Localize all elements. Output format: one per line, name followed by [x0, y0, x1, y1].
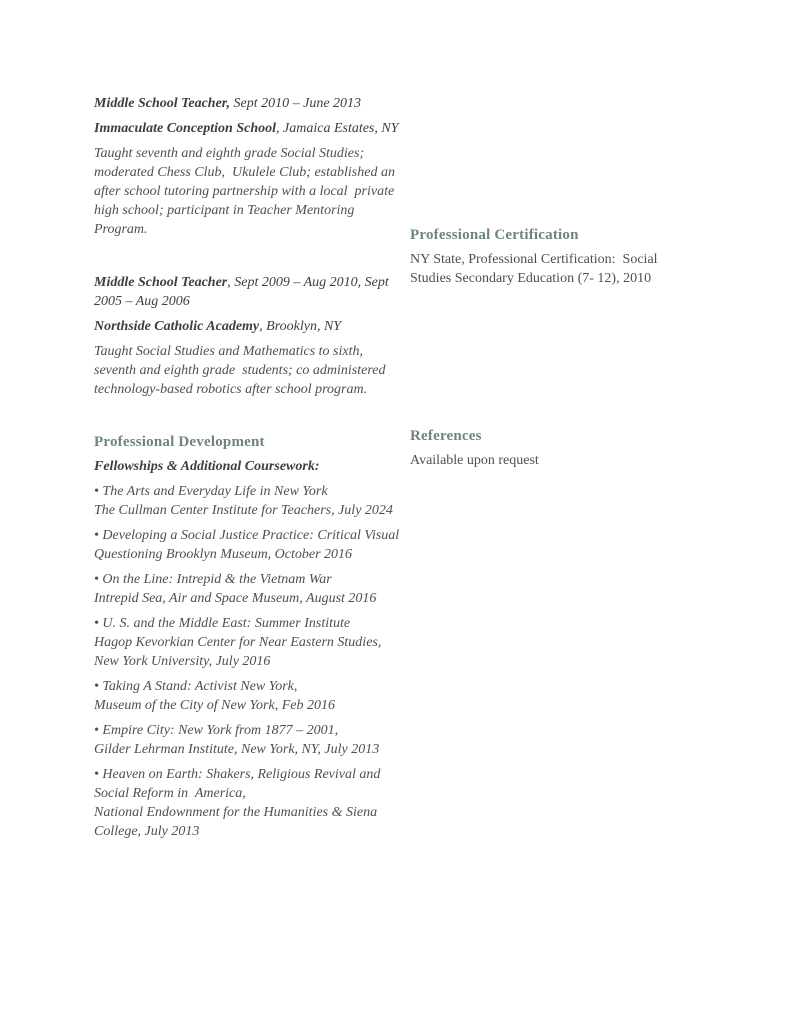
job-location: , Brooklyn, NY	[259, 319, 342, 334]
development-item: • Taking A Stand: Activist New York, Museum of the City of New York, Feb 2016	[94, 679, 335, 713]
development-item: • Empire City: New York from 1877 – 2001, Gilder Lehrman Institute, New York, NY, July 2013	[94, 723, 380, 757]
job-organization: Immaculate Conception School	[94, 121, 277, 136]
job-entry-northside-catholic	[94, 273, 399, 399]
job-entry-immaculate-conception	[94, 94, 399, 239]
job-title-line	[94, 273, 399, 311]
professional-certification-section	[410, 225, 692, 288]
job-organization: Northside Catholic Academy	[94, 319, 260, 334]
job-dates: Sept 2010 – June 2013	[230, 96, 362, 111]
job-organization-line	[94, 317, 399, 336]
development-item: • On the Line: Intrepid & the Vietnam War Intrepid Sea, Air and Space Museum, August 2016	[94, 572, 377, 606]
professional-development-section	[94, 432, 406, 847]
section-heading-references: References	[410, 428, 482, 444]
section-heading-professional-certification: Professional Certification	[410, 227, 579, 243]
development-item: • The Arts and Everyday Life in New York The Cullman Center Institute for Teachers, July 2024	[94, 484, 393, 518]
fellowships-subheading: Fellowships & Additional Coursework:	[94, 459, 320, 474]
certification-text: NY State, Professional Certification: Social Studies Secondary Education (7- 12), 2010	[410, 252, 662, 286]
job-description: Taught Social Studies and Mathematics to sixth, seventh and eighth grade students; co administered technology-based robotics after school program.	[94, 344, 389, 397]
development-item: • U. S. and the Middle East: Summer Institute Hagop Kevorkian Center for Near Eastern Studies, New York University, July 2016	[94, 616, 382, 669]
job-title: Middle School Teacher,	[94, 96, 230, 111]
job-dates: , Sept 2009 – Aug 2010, Sept 2005 – Aug 2006	[94, 275, 393, 309]
development-item: • Heaven on Earth: Shakers, Religious Revival and Social Reform in America, National Endownment for the Humanities & Siena College, July 2013	[94, 767, 381, 839]
references-section	[410, 426, 692, 470]
development-item: • Developing a Social Justice Practice: Critical Visual Questioning Brooklyn Museum, October 2016	[94, 528, 400, 562]
job-location: , Jamaica Estates, NY	[276, 121, 399, 136]
job-title: Middle School Teacher	[94, 275, 228, 290]
job-title-line	[94, 94, 399, 113]
job-description: Taught seventh and eighth grade Social Studies; moderated Chess Club, Ukulele Club; established an after school tutoring partnership with a local private high school; participant in Teacher Mentoring Program.	[94, 146, 399, 237]
section-heading-professional-development: Professional Development	[94, 434, 265, 450]
job-organization-line	[94, 119, 399, 138]
references-text: Available upon request	[410, 453, 539, 468]
